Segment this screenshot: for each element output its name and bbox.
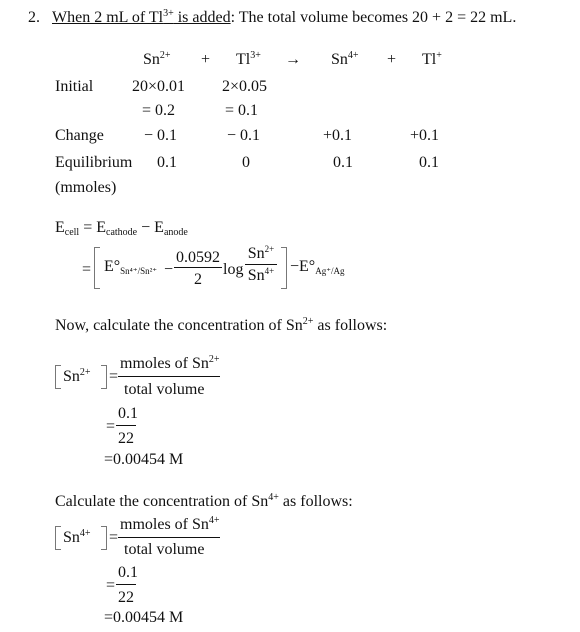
sn4-lhs: $Sn^{4+}$ [63, 528, 91, 546]
sn2-bracket-open [55, 365, 61, 389]
row-label-mmoles: (mmoles) [55, 179, 117, 196]
log-num: $Sn^{2+}$ [247, 244, 275, 262]
row-label-equilibrium: Equilibrium [55, 154, 133, 171]
sn2-bar [118, 376, 220, 377]
coef-den: 2 [194, 271, 202, 288]
e0-sn: $E^\circ_{Sn^{4+}/Sn^{2+}}$ [104, 258, 158, 276]
initial-sn2-calc: 20×0.01 [132, 78, 186, 95]
nernst-equals: = [82, 261, 92, 278]
sn2-result: =0.00454 M [104, 451, 184, 468]
change-sn4: +0.1 [323, 127, 353, 144]
sn4-equals: = [109, 529, 119, 546]
sn4-result: =0.00454 M [104, 609, 184, 626]
eq-tl3: 0 [242, 154, 250, 171]
species-sn4: $Sn^{4+}$ [331, 50, 359, 68]
sn2-step-den: 22 [118, 430, 134, 447]
plus-sign-2: + [387, 51, 397, 68]
sn4-step-num: 0.1 [118, 564, 138, 581]
eq-sn4: 0.1 [333, 154, 353, 171]
initial-tl3-value: = 0.1 [225, 102, 259, 119]
coef-num: 0.0592 [176, 249, 220, 266]
sn2-step-equals: = [106, 418, 116, 435]
nernst-coefficient [174, 249, 222, 289]
sn4-intro: Calculate the concentration of $Sn^{4+}$ as follows: [55, 492, 353, 510]
log-label: log [223, 261, 244, 278]
change-tl3: − 0.1 [227, 127, 261, 144]
sn2-bracket-close [101, 365, 107, 389]
sn4-bracket-close [101, 526, 107, 550]
initial-tl3-calc: 2×0.05 [222, 78, 268, 95]
sn4-step-equals: = [106, 577, 116, 594]
sn2-equals: = [109, 368, 119, 385]
bracket-open [94, 247, 100, 289]
plus-sign: + [201, 51, 211, 68]
sn2-step-num: 0.1 [118, 405, 138, 422]
eq-tl1: 0.1 [419, 154, 439, 171]
ecell-equation: $E_{cell} = E_{cathode} - E_{anode}$ [55, 219, 188, 238]
sn2-intro: Now, calculate the concentration of $Sn^{2+}$ as follows: [55, 316, 388, 334]
sn4-step-den: 22 [118, 589, 134, 606]
log-den: $Sn^{4+}$ [247, 266, 275, 284]
problem-statement [52, 10, 516, 26]
row-label-initial: Initial [55, 78, 94, 95]
sn2-num: mmoles of $Sn^{2+}$ [120, 354, 220, 372]
coef-bar [174, 267, 222, 268]
sn2-den: total volume [124, 381, 205, 398]
log-bar [245, 264, 277, 265]
nernst-minus: − [164, 261, 174, 278]
change-tl1: +0.1 [410, 127, 440, 144]
sn4-step-bar [116, 584, 136, 585]
initial-sn2-value: = 0.2 [142, 102, 176, 119]
sn2-step-bar [116, 425, 136, 426]
sn4-den: total volume [124, 541, 205, 558]
species-tl1: Tl+ [422, 50, 442, 68]
sn4-num: mmoles of $Sn^{4+}$ [120, 515, 220, 533]
problem-number: 2. [28, 9, 40, 26]
sn4-bar [118, 537, 220, 538]
e0-ag: $-E^\circ_{Ag^+/Ag}$ [290, 258, 345, 276]
sn2-lhs: $Sn^{2+}$ [63, 367, 91, 385]
bracket-close [281, 247, 287, 289]
sn4-bracket-open [55, 526, 61, 550]
problem-condition: When 2 mL of $Tl^{3+}$ is added [52, 8, 231, 26]
problem-text: : The total volume becomes 20 + 2 = 22 mL. [230, 9, 517, 26]
eq-sn2: 0.1 [157, 154, 177, 171]
change-sn2: − 0.1 [144, 127, 178, 144]
species-tl3: $Tl^{3+}$ [236, 50, 261, 68]
log-fraction [245, 245, 277, 285]
reaction-arrow: → [285, 51, 301, 68]
species-sn2: $Sn^{2+}$ [143, 50, 171, 68]
row-label-change: Change [55, 127, 104, 144]
